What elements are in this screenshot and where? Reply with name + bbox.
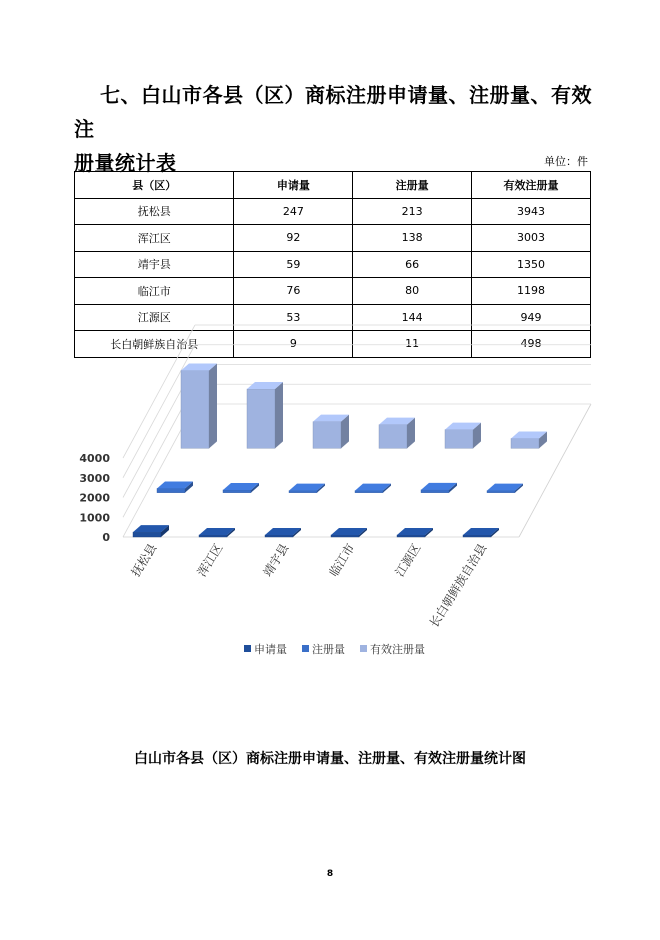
y-tick-label: 3000 (79, 471, 110, 485)
bar-front (511, 438, 539, 448)
cell-county: 抚松县 (75, 198, 234, 225)
bar-front (397, 535, 425, 537)
bar-side (209, 363, 217, 448)
page-number: 8 (326, 869, 334, 879)
bar-front (223, 490, 251, 493)
cell-valid: 498 (472, 331, 591, 358)
header-applications: 申请量 (234, 172, 353, 199)
header-county: 县（区） (75, 172, 234, 199)
cell-valid: 3943 (472, 198, 591, 225)
cell-county: 临江市 (75, 278, 234, 305)
y-tick-label: 1000 (79, 511, 110, 525)
cell-registrations: 144 (353, 304, 472, 331)
legend-swatch (302, 645, 309, 652)
header-registrations: 注册量 (353, 172, 472, 199)
cell-applications: 9 (234, 331, 353, 358)
cell-valid: 1198 (472, 278, 591, 305)
bar-front (181, 370, 209, 448)
cell-valid: 949 (472, 304, 591, 331)
cell-applications: 59 (234, 251, 353, 278)
bar-front (265, 535, 293, 537)
bar-front (247, 389, 275, 448)
floor-right-edge (519, 404, 591, 537)
x-tick-label: 临江市 (326, 541, 358, 580)
y-tick-label: 0 (102, 531, 110, 544)
cell-registrations: 138 (353, 225, 472, 252)
cell-applications: 53 (234, 304, 353, 331)
x-tick-label: 江源区 (392, 541, 424, 580)
bar-front (289, 491, 317, 493)
cell-valid: 3003 (472, 225, 591, 252)
bar-front (445, 430, 473, 449)
unit-label: 单位：件 (544, 155, 588, 168)
x-tick-label: 靖宇县 (260, 541, 292, 580)
title-line-2: 册量统计表 (74, 151, 177, 175)
bar-front (199, 535, 227, 537)
cell-county: 浑江区 (75, 225, 234, 252)
x-tick-label: 抚松县 (128, 541, 160, 580)
x-tick-label: 长白朝鲜族自治县 (426, 541, 490, 631)
y-tick-label: 4000 (79, 452, 110, 465)
bar-front (157, 488, 185, 492)
legend-label: 有效注册量 (370, 643, 425, 656)
cell-applications: 76 (234, 278, 353, 305)
legend-swatch (244, 645, 251, 652)
chart-caption: 白山市各县（区）商标注册申请量、注册量、有效注册量统计图 (134, 751, 526, 767)
cell-county: 江源区 (75, 304, 234, 331)
cell-valid: 1350 (472, 251, 591, 278)
bar-front (313, 422, 341, 449)
x-tick-label: 浑江区 (194, 541, 226, 580)
title-line-1: 七、白山市各县（区）商标注册申请量、注册量、有效注 (74, 83, 592, 141)
legend-label: 注册量 (312, 643, 345, 656)
cell-registrations: 80 (353, 278, 472, 305)
bar-front (487, 491, 515, 493)
bar-front (379, 425, 407, 449)
cell-registrations: 11 (353, 331, 472, 358)
cell-applications: 247 (234, 198, 353, 225)
legend-swatch (360, 645, 367, 652)
legend-label: 申请量 (254, 643, 287, 656)
bar-front (355, 491, 383, 493)
cell-registrations: 66 (353, 251, 472, 278)
cell-county: 靖宇县 (75, 251, 234, 278)
cell-applications: 92 (234, 225, 353, 252)
header-valid-registrations: 有效注册量 (472, 172, 591, 199)
cell-county: 长白朝鲜族自治县 (75, 331, 234, 358)
bar-front (133, 532, 161, 537)
bar-side (275, 382, 283, 448)
bar-front (463, 535, 491, 537)
bar-front (331, 535, 359, 537)
cell-registrations: 213 (353, 198, 472, 225)
bar-front (421, 490, 449, 493)
y-tick-label: 2000 (79, 491, 110, 505)
